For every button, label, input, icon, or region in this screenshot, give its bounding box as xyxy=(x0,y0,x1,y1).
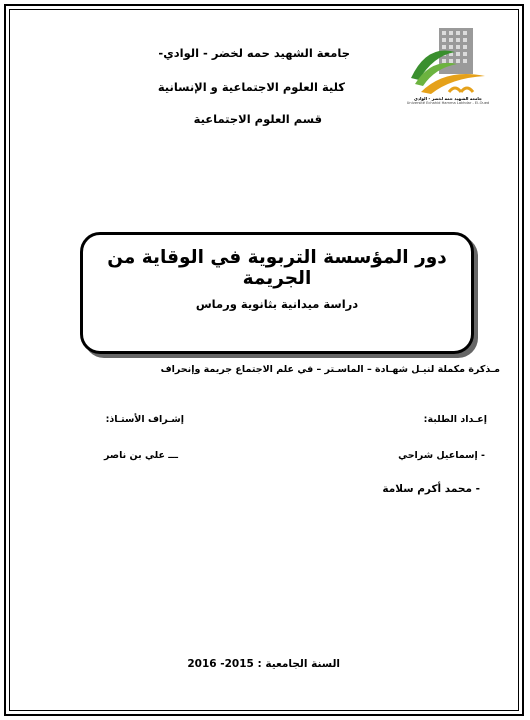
student-name-1: - إسماعيل شراحي xyxy=(398,450,485,461)
faculty-name: كلية العلوم الاجتماعية و الإنسانية xyxy=(157,80,345,94)
supervisor-label: إشـراف الأستـاذ: xyxy=(105,414,184,425)
student-name-2: - محمد أكرم سلامة xyxy=(382,483,480,495)
logo-caption-ar: جامعة الشهيد حمه لخضر - الوادي xyxy=(413,96,483,101)
logo-book-arches xyxy=(449,88,473,92)
memo-line: مـذكرة مكملة لنيـل شهـادة – الماسـتر – في علم الاجتماع جريمة وإنحراف xyxy=(160,364,500,375)
logo-orange-swoosh xyxy=(421,74,485,94)
logo-caption-fr: Université Echahid Hamma Lakhdar - El-Oued xyxy=(406,101,490,105)
thesis-subtitle: دراسة ميدانية بثانوية ورماس xyxy=(195,297,359,311)
department-name: قسم العلوم الاجتماعية xyxy=(193,112,322,126)
supervisor-name: ـــ علي بن ناصر xyxy=(104,450,178,461)
page-border xyxy=(4,4,524,716)
students-label: إعـداد الطلبة: xyxy=(423,414,487,425)
thesis-title: دور المؤسسة التربوية في الوقاية من الجريمة xyxy=(107,247,447,289)
logo-caption xyxy=(406,96,490,106)
university-logo-icon xyxy=(405,22,489,106)
title-box xyxy=(80,232,474,354)
academic-year: السنة الجامعية : 2015- 2016 xyxy=(187,658,340,670)
university-name: جامعة الشهيد حمه لخضر - الوادي- xyxy=(158,46,350,60)
